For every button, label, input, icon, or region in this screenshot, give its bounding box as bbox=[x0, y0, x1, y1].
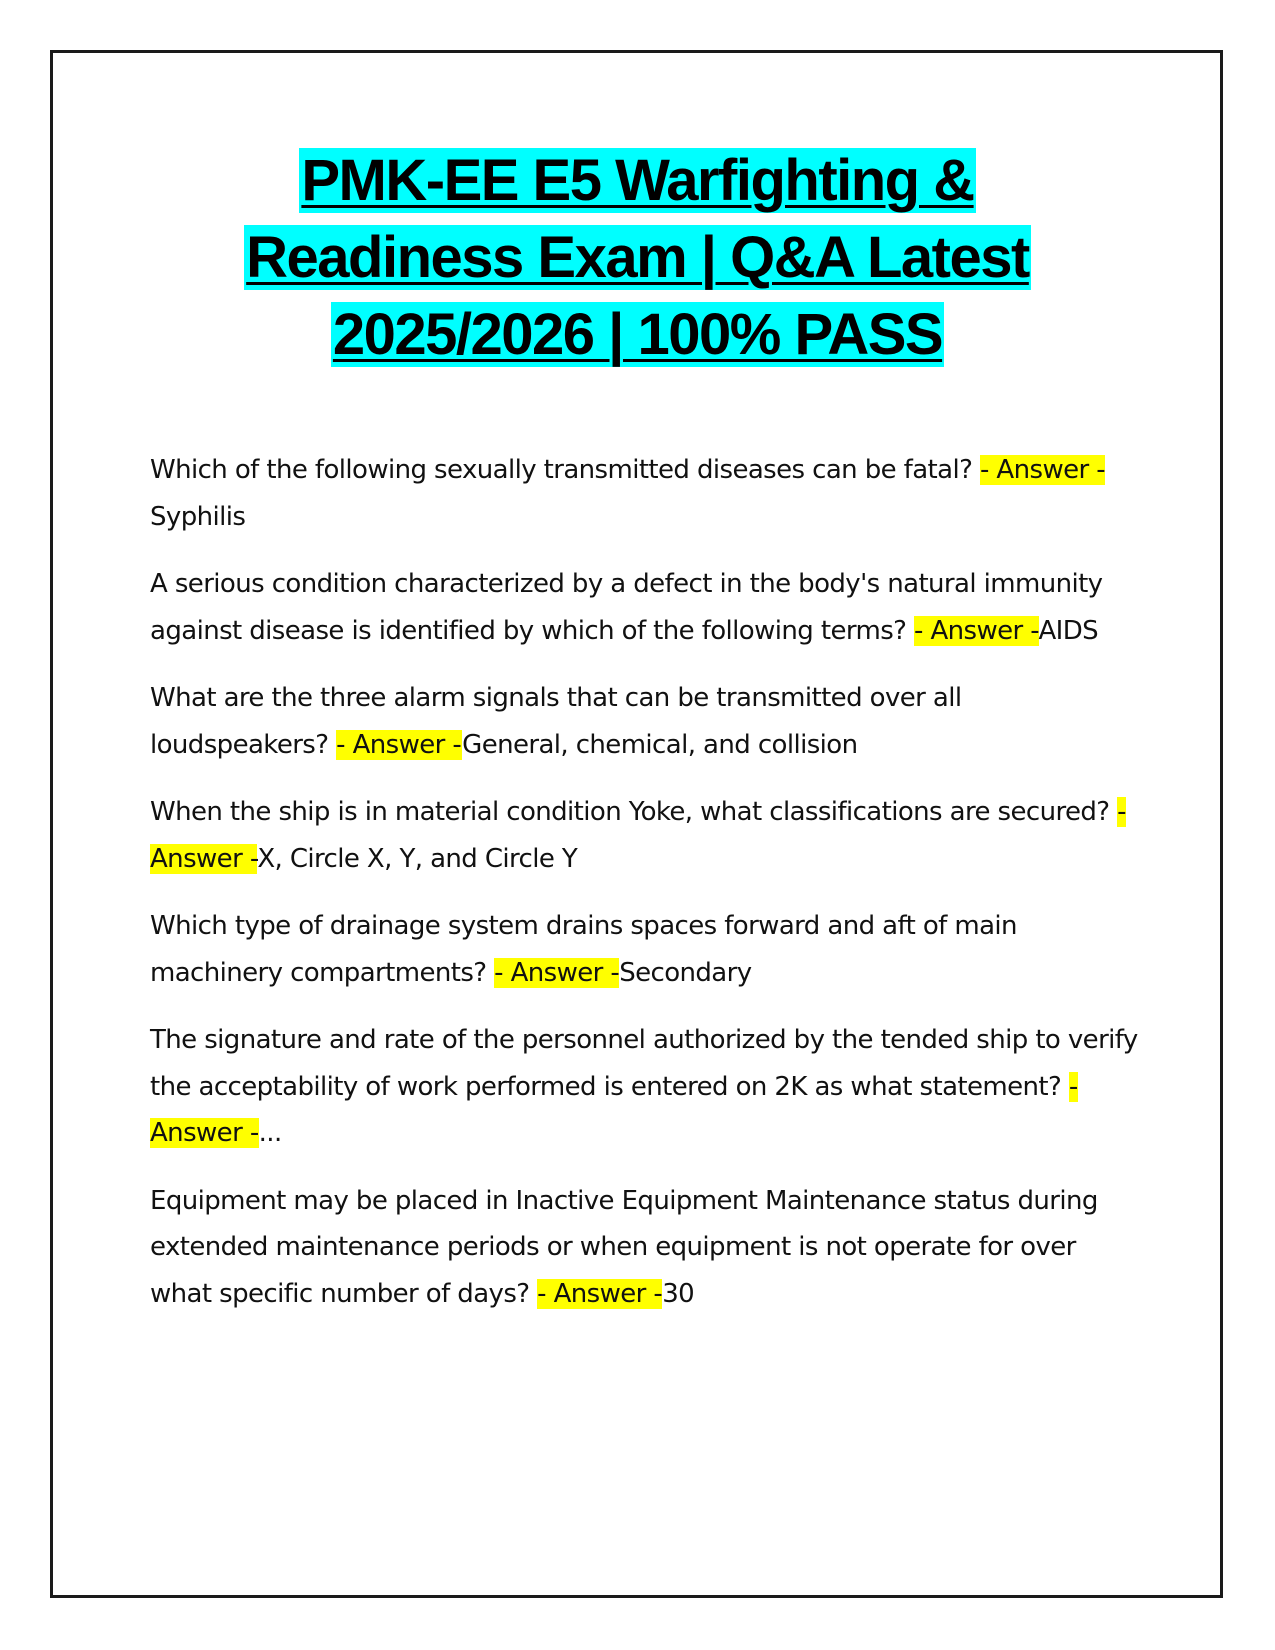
answer-marker: - Answer - bbox=[979, 455, 1106, 485]
qa-item bbox=[150, 561, 1140, 654]
qa-item bbox=[150, 447, 1140, 540]
answer-text: General, chemical, and collision bbox=[462, 729, 858, 760]
question-text: What are the three alarm signals that can be transmitted over all loudspeakers? bbox=[150, 683, 962, 760]
answer-text: X, Circle X, Y, and Circle Y bbox=[257, 843, 578, 874]
qa-item bbox=[150, 903, 1140, 996]
question-text: Which of the following sexually transmitted diseases can be fatal? bbox=[150, 455, 980, 485]
title-line: PMK-EE E5 Warfighting & bbox=[301, 148, 974, 213]
question-text: The signature and rate of the personnel authorized by the tended ship to verify the acceptability of work performed is entered on 2K as what statement? bbox=[150, 1025, 1138, 1102]
qa-item bbox=[150, 675, 1140, 768]
answer-text: 30 bbox=[662, 1278, 695, 1309]
question-text: A serious condition characterized by a defect in the body's natural immunity against disease is identified by which of the following terms? bbox=[150, 569, 1103, 646]
question-text: When the ship is in material condition Yoke, what classifications are secured? bbox=[150, 797, 1118, 827]
answer-text: AIDS bbox=[1038, 615, 1099, 646]
answer-marker: - Answer - bbox=[150, 1071, 1078, 1148]
answer-marker: - Answer - bbox=[537, 1278, 663, 1309]
qa-item bbox=[150, 1017, 1140, 1157]
answer-text: ... bbox=[258, 1118, 282, 1148]
question-text: Which type of drainage system drains spaces forward and aft of main machinery compartments? bbox=[150, 911, 1017, 988]
answer-marker: - Answer - bbox=[150, 797, 1126, 874]
question-text: Equipment may be placed in Inactive Equipment Maintenance status during extended maintenance periods or when equipment is not operate for over what specific number of days? bbox=[150, 1185, 1098, 1309]
answer-text: Syphilis bbox=[150, 501, 246, 532]
qa-item bbox=[150, 789, 1140, 882]
title-line: 2025/2026 | 100% PASS bbox=[332, 302, 943, 367]
title-line: Readiness Exam | Q&A Latest bbox=[246, 225, 1029, 290]
document-title bbox=[54, 142, 1221, 373]
answer-text: Secondary bbox=[619, 957, 752, 988]
answer-marker: - Answer - bbox=[494, 957, 620, 988]
qa-item bbox=[150, 1178, 1140, 1318]
qa-list bbox=[150, 447, 1140, 1338]
answer-marker: - Answer - bbox=[336, 729, 463, 760]
answer-marker: - Answer - bbox=[914, 615, 1039, 646]
